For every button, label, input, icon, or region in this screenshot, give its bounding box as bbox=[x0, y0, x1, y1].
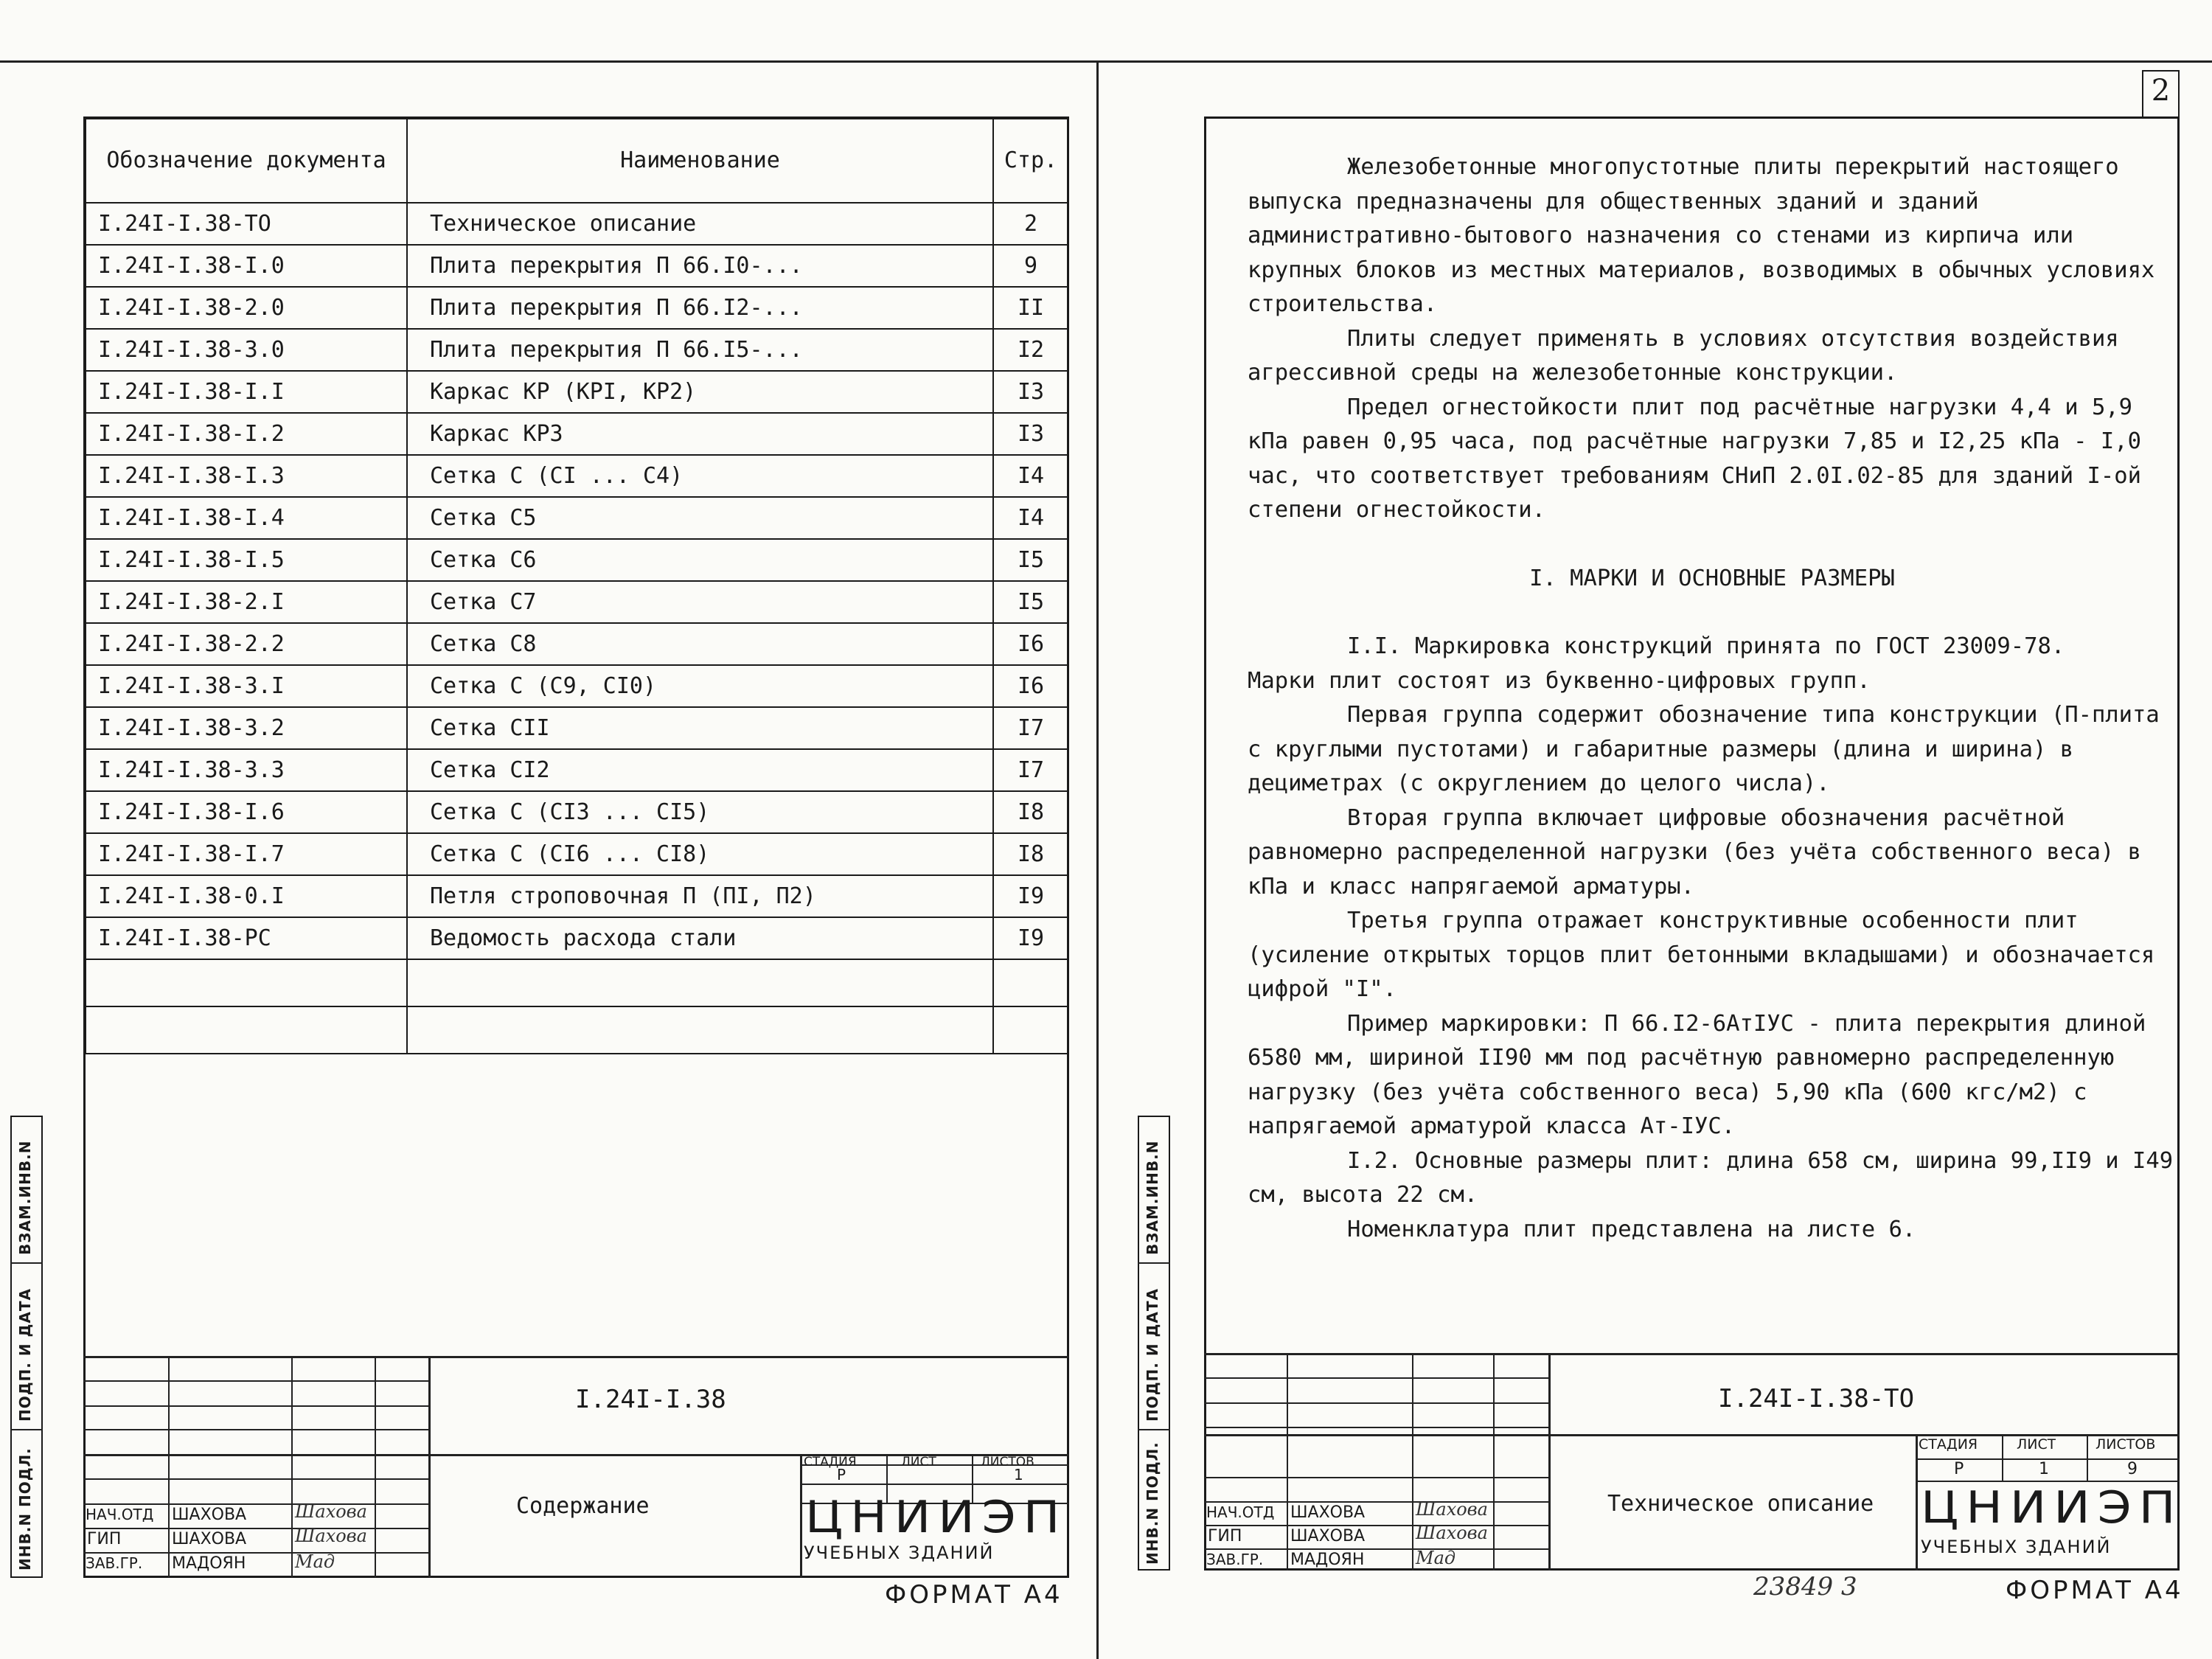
contents-row bbox=[86, 833, 1068, 875]
contents-cell-code: I.24I-I.38-I.4 bbox=[86, 497, 407, 539]
contents-cell-page: I5 bbox=[993, 539, 1068, 581]
left-org-sub: УЧЕБНЫХ ЗДАНИЙ bbox=[804, 1543, 995, 1563]
contents-cell-name: Каркас КР (КРI, КР2) bbox=[407, 371, 993, 413]
tb-row-line bbox=[1204, 1434, 2180, 1436]
contents-row bbox=[86, 455, 1068, 497]
tb-col-line bbox=[1493, 1353, 1495, 1571]
contents-row bbox=[86, 581, 1068, 623]
right-signature-1: Шахова bbox=[1416, 1499, 1488, 1520]
left-name-1: ШАХОВА bbox=[172, 1507, 247, 1523]
tb-col-line bbox=[168, 1356, 170, 1578]
contents-row-empty bbox=[86, 959, 1068, 1006]
contents-cell-empty bbox=[86, 1006, 407, 1054]
tb-row-line bbox=[1204, 1548, 1551, 1550]
paragraph: Железобетонные многопустотные плиты перекрытий настоящего выпуска предназначены для общественных зданий и зданий административно-бытового назначения со стенами из кирпича или крупных блоков из местных материалов, возводимых в обычных условиях строительства. bbox=[1248, 154, 2155, 317]
contents-cell-name: Каркас КР3 bbox=[407, 413, 993, 455]
paragraph: Третья группа отражает конструктивные особенности плит (усиление открытых торцов плит бетонными вкладышами) и обозначается цифрой "I". bbox=[1248, 908, 2155, 1002]
header-name: Наименование bbox=[407, 119, 993, 203]
paragraph: Первая группа содержит обозначение типа конструкции (П-плита с круглыми пустотами) и габаритные размеры (длина и ширина) в дециметрах (с округлением до целого числа). bbox=[1248, 702, 2160, 796]
right-body-text bbox=[1248, 150, 2177, 1247]
right-name-1: ШАХОВА bbox=[1290, 1505, 1366, 1521]
contents-cell-page: I6 bbox=[993, 665, 1068, 707]
right-sheet-title: Техническое описание bbox=[1607, 1491, 1874, 1517]
tb-row-line bbox=[1204, 1525, 1551, 1526]
contents-cell-name: Сетка С (С9, СI0) bbox=[407, 665, 993, 707]
contents-row bbox=[86, 413, 1068, 455]
tb-col-line bbox=[1287, 1353, 1288, 1571]
contents-cell-code: I.24I-I.38-0.I bbox=[86, 875, 407, 917]
left-role-3: ЗАВ.ГР. bbox=[86, 1556, 143, 1571]
contents-cell-page: 2 bbox=[993, 203, 1068, 245]
tb-row-line bbox=[1204, 1477, 1551, 1478]
contents-cell-page: I3 bbox=[993, 413, 1068, 455]
right-sheets-label: ЛИСТОВ bbox=[2096, 1438, 2156, 1452]
contents-cell-name: Плита перекрытия П 66.I2-... bbox=[407, 287, 993, 329]
contents-body bbox=[86, 203, 1068, 1054]
paragraph: Плиты следует применять в условиях отсутствия воздействия агрессивной среды на железобетонные конструкции. bbox=[1248, 325, 2119, 386]
contents-cell-page: I8 bbox=[993, 833, 1068, 875]
contents-cell-page: I3 bbox=[993, 371, 1068, 413]
tb-row-line bbox=[83, 1380, 430, 1382]
tb-row-line bbox=[83, 1478, 430, 1480]
contents-row bbox=[86, 791, 1068, 833]
contents-row bbox=[86, 329, 1068, 371]
tb-col-line bbox=[375, 1356, 376, 1578]
side-strip-divider bbox=[10, 1429, 43, 1430]
header-code: Обозначение документа bbox=[86, 119, 407, 203]
contents-cell-page: I4 bbox=[993, 497, 1068, 539]
left-stage-label: СТАДИЯ bbox=[804, 1456, 857, 1469]
right-name-2: ШАХОВА bbox=[1290, 1528, 1366, 1545]
paragraph: I.I. Маркировка конструкций принята по ГОСТ 23009-78. bbox=[1347, 633, 2065, 659]
left-signature-1: Шахова bbox=[295, 1501, 367, 1522]
tb-row-line bbox=[83, 1503, 430, 1505]
section-heading: I. МАРКИ И ОСНОВНЫЕ РАЗМЕРЫ bbox=[1529, 565, 1895, 591]
tb-col-line bbox=[1412, 1353, 1413, 1571]
side-strip-divider bbox=[1138, 1262, 1170, 1264]
contents-cell-name: Петля строповочная П (ПI, П2) bbox=[407, 875, 993, 917]
right-stage-label: СТАДИЯ bbox=[1919, 1438, 1978, 1452]
tb-row-line bbox=[1204, 1402, 1551, 1404]
tb-row-line bbox=[1204, 1501, 1551, 1503]
tb-col-line bbox=[291, 1356, 293, 1578]
contents-cell-name: Техническое описание bbox=[407, 203, 993, 245]
contents-cell-page: I8 bbox=[993, 791, 1068, 833]
tb-top-line bbox=[1204, 1353, 2180, 1355]
left-format: ФОРМАТ А4 bbox=[885, 1580, 1063, 1610]
contents-cell-code: I.24I-I.38-I.I bbox=[86, 371, 407, 413]
contents-cell-code: I.24I-I.38-I.6 bbox=[86, 791, 407, 833]
paragraph: Предел огнестойкости плит под расчётные нагрузки 4,4 и 5,9 кПа равен 0,95 часа, под расчётные нагрузки 7,85 и I2,25 кПа - I,0 час, что соответствует требованиям СНиП 2.0I.02-85 для зданий I-ой степени огнестойкости. bbox=[1248, 394, 2141, 523]
right-designation: I.24I-I.38-TO bbox=[1718, 1384, 1915, 1413]
tb-top-line bbox=[83, 1356, 1069, 1358]
side-strip-divider bbox=[10, 1262, 43, 1264]
contents-cell-name: Сетка СI2 bbox=[407, 749, 993, 791]
contents-row bbox=[86, 203, 1068, 245]
contents-cell-code: I.24I-I.38-2.2 bbox=[86, 623, 407, 665]
right-stage-value: Р bbox=[1954, 1461, 1964, 1478]
right-name-3: МАДОЯН bbox=[1290, 1552, 1365, 1568]
contents-cell-code: I.24I-I.38-3.3 bbox=[86, 749, 407, 791]
right-org-sub: УЧЕБНЫХ ЗДАНИЙ bbox=[1921, 1537, 2112, 1557]
left-name-2: ШАХОВА bbox=[172, 1531, 247, 1548]
right-signature-3: Мад bbox=[1416, 1548, 1456, 1568]
side-label-inv: ИНВ.N ПОДЛ. bbox=[1144, 1441, 1161, 1565]
left-role-1: НАЧ.ОТД bbox=[86, 1507, 154, 1522]
contents-cell-code: I.24I-I.38-I.5 bbox=[86, 539, 407, 581]
contents-cell-empty bbox=[407, 1006, 993, 1054]
paragraph: Номенклатура плит представлена на листе 6. bbox=[1347, 1216, 1916, 1242]
contents-cell-code: I.24I-I.38-I.0 bbox=[86, 245, 407, 287]
tb-col-line bbox=[800, 1454, 802, 1578]
contents-cell-code: I.24I-I.38-3.I bbox=[86, 665, 407, 707]
contents-cell-page: I4 bbox=[993, 455, 1068, 497]
side-label-replace: ВЗАМ.ИНВ.N bbox=[1144, 1140, 1161, 1255]
contents-row bbox=[86, 371, 1068, 413]
right-role-1: НАЧ.ОТД bbox=[1206, 1505, 1275, 1520]
tb-row-line bbox=[1204, 1377, 1551, 1379]
top-edge-line bbox=[0, 60, 2212, 63]
tb-col-line bbox=[1916, 1434, 1918, 1571]
paragraph: I.2. Основные размеры плит: длина 658 см, ширина 99,II9 и I49 см, высота 22 см. bbox=[1248, 1147, 2174, 1208]
side-label-sign: ПОДП. И ДАТА bbox=[16, 1288, 34, 1422]
right-sheet-label: ЛИСТ bbox=[2017, 1438, 2056, 1452]
contents-cell-page: I2 bbox=[993, 329, 1068, 371]
left-sheet-label: ЛИСТ bbox=[901, 1456, 936, 1469]
left-signature-2: Шахова bbox=[295, 1526, 367, 1546]
paragraph: Вторая группа включает цифровые обозначения расчётной равномерно распределенной нагрузки (без учёта собственного веса) в кПа и класс напрягаемой арматуры. bbox=[1248, 804, 2141, 900]
contents-cell-empty bbox=[86, 959, 407, 1006]
right-sheets-value: 9 bbox=[2127, 1461, 2138, 1478]
right-role-2: ГИП bbox=[1208, 1528, 1242, 1545]
contents-cell-name: Плита перекрытия П 66.I5-... bbox=[407, 329, 993, 371]
left-sheet-title: Содержание bbox=[516, 1493, 650, 1519]
tb-row-line bbox=[83, 1405, 430, 1407]
left-stage-value: Р bbox=[837, 1467, 846, 1482]
contents-cell-code: I.24I-I.38-3.2 bbox=[86, 707, 407, 749]
contents-table bbox=[85, 118, 1069, 1054]
contents-row bbox=[86, 665, 1068, 707]
tb-row-line bbox=[1204, 1427, 1551, 1428]
contents-cell-page: I7 bbox=[993, 707, 1068, 749]
contents-cell-code: I.24I-I.38-2.0 bbox=[86, 287, 407, 329]
contents-cell-name: Ведомость расхода стали bbox=[407, 917, 993, 959]
contents-cell-name: Сетка С8 bbox=[407, 623, 993, 665]
contents-cell-code: I.24I-I.38-PC bbox=[86, 917, 407, 959]
contents-cell-empty bbox=[993, 1006, 1068, 1054]
contents-row bbox=[86, 875, 1068, 917]
contents-row bbox=[86, 539, 1068, 581]
contents-cell-code: I.24I-I.38-I.7 bbox=[86, 833, 407, 875]
contents-cell-name: Сетка С (СI3 ... СI5) bbox=[407, 791, 993, 833]
contents-cell-code: I.24I-I.38-I.3 bbox=[86, 455, 407, 497]
contents-cell-page: 9 bbox=[993, 245, 1068, 287]
contents-row bbox=[86, 623, 1068, 665]
left-name-3: МАДОЯН bbox=[172, 1556, 246, 1572]
left-sheets-label: ЛИСТОВ bbox=[981, 1456, 1034, 1469]
tb-stage-line bbox=[800, 1484, 1069, 1485]
contents-cell-page: I9 bbox=[993, 917, 1068, 959]
contents-cell-code: I.24I-I.38-TO bbox=[86, 203, 407, 245]
contents-cell-code: I.24I-I.38-2.I bbox=[86, 581, 407, 623]
contents-cell-code: I.24I-I.38-I.2 bbox=[86, 413, 407, 455]
contents-row-empty bbox=[86, 1006, 1068, 1054]
side-label-inv: ИНВ.N ПОДЛ. bbox=[16, 1447, 34, 1571]
right-signature-2: Шахова bbox=[1416, 1523, 1488, 1543]
sheet-divider bbox=[1096, 60, 1099, 1659]
contents-row bbox=[86, 917, 1068, 959]
contents-header-row bbox=[86, 119, 1068, 203]
contents-row bbox=[86, 497, 1068, 539]
tb-col-line bbox=[428, 1356, 431, 1578]
contents-row bbox=[86, 749, 1068, 791]
contents-cell-name: Сетка СII bbox=[407, 707, 993, 749]
left-sheets-value: 1 bbox=[1014, 1467, 1023, 1482]
contents-cell-empty bbox=[407, 959, 993, 1006]
contents-row bbox=[86, 245, 1068, 287]
side-strip-divider bbox=[1138, 1429, 1170, 1430]
contents-cell-empty bbox=[993, 959, 1068, 1006]
right-sheet-value: 1 bbox=[2039, 1461, 2049, 1478]
left-signature-3: Мад bbox=[295, 1551, 335, 1572]
paragraph: Марки плит состоят из буквенно-цифровых групп. bbox=[1248, 667, 1871, 694]
header-page: Стр. bbox=[993, 119, 1068, 203]
contents-row bbox=[86, 287, 1068, 329]
contents-cell-page: I7 bbox=[993, 749, 1068, 791]
right-role-3: ЗАВ.ГР. bbox=[1206, 1552, 1264, 1567]
page-number: 2 bbox=[2151, 74, 2171, 108]
left-org-main: ЦНИИЭП bbox=[805, 1491, 1068, 1543]
tb-row-line bbox=[83, 1429, 430, 1430]
contents-cell-name: Сетка С7 bbox=[407, 581, 993, 623]
contents-cell-name: Сетка С (СI6 ... СI8) bbox=[407, 833, 993, 875]
contents-cell-page: I5 bbox=[993, 581, 1068, 623]
left-role-2: ГИП bbox=[87, 1531, 122, 1548]
tb-stage-col bbox=[2002, 1434, 2003, 1481]
contents-cell-name: Плита перекрытия П 66.I0-... bbox=[407, 245, 993, 287]
right-format: ФОРМАТ А4 bbox=[2006, 1576, 2184, 1605]
side-label-replace: ВЗАМ.ИНВ.N bbox=[16, 1140, 34, 1255]
contents-row bbox=[86, 707, 1068, 749]
tb-row-line bbox=[83, 1552, 430, 1554]
tb-row-line bbox=[83, 1528, 430, 1529]
contents-cell-code: I.24I-I.38-3.0 bbox=[86, 329, 407, 371]
tb-col-line bbox=[1548, 1353, 1551, 1571]
archive-number: 23849 3 bbox=[1753, 1572, 1857, 1601]
contents-cell-page: II bbox=[993, 287, 1068, 329]
contents-cell-page: I6 bbox=[993, 623, 1068, 665]
paragraph: Пример маркировки: П 66.I2-6АтIУС - плита перекрытия длиной 6580 мм, шириной II90 мм под расчётную равномерно распределенную нагрузку (без учёта собственного веса) 5,90 кПа (600 кгс/м2) с напрягаемой арматурой класса Ат-IУС. bbox=[1248, 1010, 2146, 1139]
tb-stage-line bbox=[1916, 1458, 2180, 1460]
contents-cell-name: Сетка С (СI ... С4) bbox=[407, 455, 993, 497]
contents-cell-name: Сетка С5 bbox=[407, 497, 993, 539]
tb-stage-col bbox=[2087, 1434, 2088, 1481]
contents-cell-page: I9 bbox=[993, 875, 1068, 917]
right-org-main: ЦНИИЭП bbox=[1921, 1481, 2183, 1534]
contents-cell-name: Сетка С6 bbox=[407, 539, 993, 581]
left-designation: I.24I-I.38 bbox=[575, 1385, 726, 1414]
side-label-sign: ПОДП. И ДАТА bbox=[1144, 1288, 1161, 1422]
